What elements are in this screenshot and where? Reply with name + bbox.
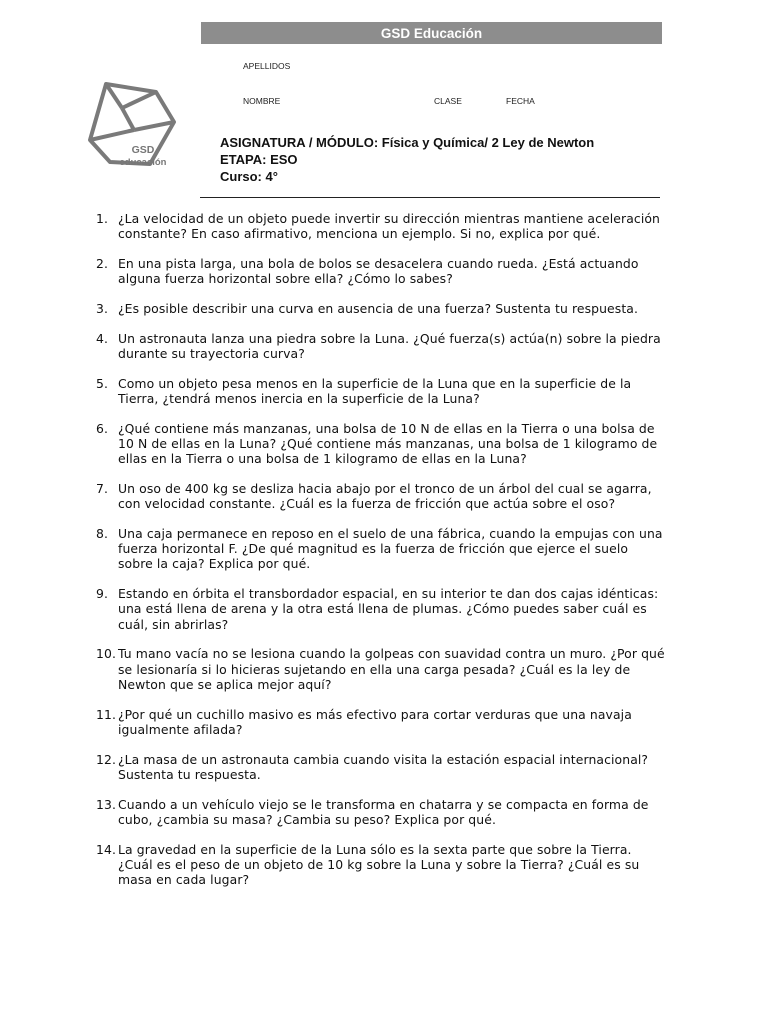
field-fecha: FECHA: [506, 96, 535, 106]
question-text: Estando en órbita el transbordador espacial, en su interior te dan dos cajas idénticas: una está llena de arena y la otra está llena de plumas. ¿Cómo puedes saber cuál es cuál, sin abrirlas?: [118, 586, 659, 632]
subject-heading: ASIGNATURA / MÓDULO: Física y Química/ 2 Ley de Newton: [220, 135, 595, 150]
question-number: 3.: [96, 301, 109, 316]
course-heading: Curso: 4°: [220, 169, 278, 184]
question-text: La gravedad en la superficie de la Luna sólo es la sexta parte que sobre la Tierra. ¿Cuál es el peso de un objeto de 10 kg sobre la Luna y sobre la Tierra? ¿Cuál es su masa en cada lugar?: [118, 841, 640, 888]
question-number: 1.: [96, 211, 109, 226]
field-nombre: NOMBRE: [243, 96, 281, 106]
question-item: [96, 421, 666, 467]
question-item: [96, 797, 666, 827]
question-number: 13.: [96, 796, 117, 812]
question-number: 14.: [96, 841, 117, 857]
field-clase: CLASE: [434, 96, 462, 106]
stage-heading: ETAPA: ESO: [220, 152, 298, 167]
question-number: 7.: [96, 481, 109, 496]
question-item: [96, 752, 666, 782]
question-item: [96, 842, 666, 888]
question-number: 4.: [96, 330, 109, 346]
question-item: [96, 301, 666, 316]
question-item: [96, 586, 666, 632]
question-item: [96, 646, 666, 692]
question-number: 10.: [96, 646, 117, 662]
question-number: 8.: [96, 526, 109, 541]
question-text: Un oso de 400 kg se desliza hacia abajo por el tronco de un árbol del cual se agarra, con velocidad constante. ¿Cuál es la fuerza de fricción que actúa sobre el oso?: [118, 481, 652, 512]
question-number: 2.: [96, 256, 109, 271]
question-number: 5.: [96, 375, 109, 391]
question-number: 9.: [96, 586, 109, 602]
header-banner: GSD Educación: [201, 22, 662, 44]
question-item: [96, 707, 666, 737]
question-number: 11.: [96, 706, 117, 722]
question-text: Tu mano vacía no se lesiona cuando la golpeas con suavidad contra un muro. ¿Por qué se lesionaría si lo hicieras sujetando en ella una carga pesada? ¿Cuál es la ley de Newton que se aplica mejor aquí?: [118, 646, 665, 692]
logo-text-gsd: GSD: [131, 144, 155, 156]
logo-text-educacion: educación: [119, 157, 167, 168]
question-number: 6.: [96, 420, 109, 436]
field-apellidos: APELLIDOS: [243, 61, 291, 71]
question-item: [96, 481, 666, 511]
question-text: Un astronauta lanza una piedra sobre la Luna. ¿Qué fuerza(s) actúa(n) sobre la piedra durante su trayectoria curva?: [118, 330, 661, 361]
question-text: ¿Qué contiene más manzanas, una bolsa de 10 N de ellas en la Tierra o una bolsa de 10 N de ellas en la Luna? ¿Qué contiene más manzanas, una bolsa de 1 kilogramo de ellas en la Tierra o una bolsa de 1 kilogramo de ellas en la Luna?: [118, 420, 658, 467]
question-item: [96, 256, 666, 286]
question-text: ¿La masa de un astronauta cambia cuando visita la estación espacial internacional? Sustenta tu respuesta.: [118, 751, 649, 782]
question-text: Cuando a un vehículo viejo se le transforma en chatarra y se compacta en forma de cubo, ¿cambia su masa? ¿Cambia su peso? Explica por qué.: [118, 796, 649, 827]
question-text: ¿La velocidad de un objeto puede invertir su dirección mientras mantiene aceleración constante? En caso afirmativo, menciona un ejemplo. Si no, explica por qué.: [118, 211, 661, 242]
question-item: [96, 331, 666, 361]
question-text: Como un objeto pesa menos en la superficie de la Luna que en la superficie de la Tierra, ¿tendrá menos inercia en la superficie de la Luna?: [118, 375, 632, 406]
question-text: Una caja permanece en reposo en el suelo de una fábrica, cuando la empujas con una fuerza horizontal F. ¿De qué magnitud es la fuerza de fricción que ejerce el suelo sobre la caja? Explica por qué.: [118, 526, 663, 572]
question-item: [96, 211, 666, 241]
question-text: En una pista larga, una bola de bolos se desacelera cuando rueda. ¿Está actuando alguna fuerza horizontal sobre ella? ¿Cómo lo sabes?: [118, 256, 639, 287]
question-number: 12.: [96, 751, 117, 767]
question-item: [96, 376, 666, 406]
question-text: ¿Es posible describir una curva en ausencia de una fuerza? Sustenta tu respuesta.: [118, 301, 639, 316]
question-item: [96, 526, 666, 572]
header-divider: [200, 197, 660, 198]
question-list: [96, 211, 666, 902]
question-text: ¿Por qué un cuchillo masivo es más efectivo para cortar verduras que una navaja igualmente afilada?: [118, 706, 632, 737]
